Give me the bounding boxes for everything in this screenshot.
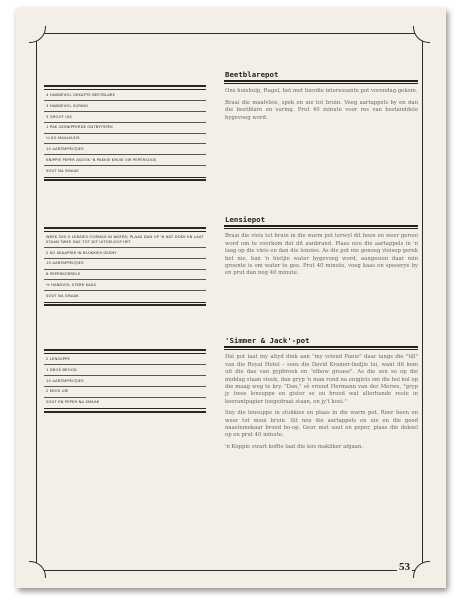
ingredient-item: 6 PEPERKORRELS — [44, 270, 206, 281]
rule — [44, 177, 206, 182]
ingredient-item: 4 HANDEVOL GEKAPTE BEETBLARE — [44, 91, 206, 102]
ingredient-item: 10 AARTAPPELTJIES — [44, 259, 206, 270]
ingredient-item: WEEK 500 G LENSIES OORNAG IN WATER; PLAAS DAN OP 'N NAT DOEK EN LAAT STAAN TWEE DAE TOT DIT UITGELOOP HET — [44, 233, 206, 249]
ingredient-item: 3 GROOT UIE — [44, 112, 206, 123]
recipe-beetblarepot — [224, 70, 418, 126]
ingredient-item: SOUT EN PEPER NA SMAAK — [46, 400, 100, 405]
border-corner — [413, 561, 430, 578]
ingredient-item: 3 HANDEVOL SURING — [44, 101, 206, 112]
rule — [44, 227, 206, 232]
border-corner — [29, 561, 46, 578]
ingredient-item: SOUT NA SMAAK — [46, 168, 79, 173]
book-page — [16, 8, 446, 588]
ingredient-item: 2 LENSUPPE — [44, 355, 206, 366]
recipe-lensiepot — [224, 215, 418, 282]
ingredient-item: ¼ KG MAALVLEIS — [44, 134, 206, 145]
recipe-paragraph: Dié pot laat my altyd dink aan "my vriend Panie" daar langs die "till" van die Royal Hotel – soos die David Kramer-liedjie lui, want dit kom uit die dae van pypbroek en "elbow grease". As die son so op die middag staan steek, dan gryp 'n man rond na enigiets om die hol kol op die maag weg te kry. "Dan," sê vriend Hermann van der Merwe, "gryp jy twee lensuppe en gister se ou brood wat allerhande reste in koerantpapier toegedraai staan, en jy't koei." — [225, 354, 418, 405]
page-border — [36, 33, 423, 571]
ingredient-list-lensiepot — [44, 227, 206, 306]
ingredient-item: 1 PAK GESNIPPERDE ONTBYTSPEK — [44, 123, 206, 134]
ingredient-item: 2 KG SKAAPRIB IN BLOKKIES GESNY — [44, 248, 206, 259]
recipe-paragraph: Sny die lensuppe in stukkies en plaas in die warm pot. Roer heen en weer tot mooi bruin. Sit nou die aartappels en uie en die goed naastemekaar brood bo-op. Geur met sout en peper, plaas die deksel op en prut 40 minute. — [225, 410, 418, 439]
rule — [44, 302, 206, 307]
ingredient-list-simmer-jack-pot — [44, 349, 206, 413]
rule — [224, 225, 418, 229]
recipe-paragraph: Braai die vleis tot bruin in die warm pot terwyl dit heen en weer gerooi word om te voorkom dat dit aanbrand. Plaas nou die aartappels in 'n laag op die vleis en dan die lensies. As die pot nie genoeg vleisop gerek het nie, kan 'n bietjie water bygevoeg word, aangesien daar min groente is om water te gee. Prut 40 minute, voeg kaas en speserye by en prut dan nog 40 minute. — [225, 233, 418, 277]
ingredient-item: 1 DROË BROOD — [44, 365, 206, 376]
recipe-paragraph: Ons huishulp, Ragel, het met hierdie interessante pot vorendag gekom. — [225, 88, 418, 95]
recipe-paragraph: 'n Koppie swart koffie laat die kos makliker afgaan. — [225, 443, 364, 450]
border-corner — [413, 26, 430, 43]
rule — [224, 80, 418, 84]
border-corner — [29, 26, 46, 43]
recipe-title: Beetblarepot — [225, 70, 279, 79]
rule — [44, 85, 206, 90]
rule — [224, 346, 418, 350]
ingredient-item: KNIPPIE PEPER ASOOK 'N PAKKIE KRUIE VIR PEPERSOUS — [44, 155, 206, 166]
ingredient-item: 2 MOOI UIE — [44, 387, 206, 398]
ingredient-item: 10 AARTAPPELTJIES — [44, 376, 206, 387]
rule — [44, 349, 206, 354]
ingredient-item: ½ HANDVOL STERK KAAS — [44, 280, 206, 291]
recipe-paragraph: Braai die maalvleis, spek en uie tot bruin. Voeg aartappels by en dan die beetblare en suring. Prut 40 minute voor res van bestanddele bygevoeg word. — [225, 99, 418, 121]
ingredient-item: SOUT NA SMAAK — [46, 293, 79, 298]
ingredient-list-beetblarepot — [44, 85, 206, 181]
recipe-title: 'Simmer & Jack'-pot — [225, 336, 310, 345]
recipe-title: Lensiepot — [225, 215, 266, 224]
recipe-simmer-jack-pot — [224, 336, 418, 455]
ingredient-item: 10 AARTAPPELTJIES — [44, 144, 206, 155]
rule — [44, 408, 206, 413]
page-number: 53 — [399, 561, 410, 573]
